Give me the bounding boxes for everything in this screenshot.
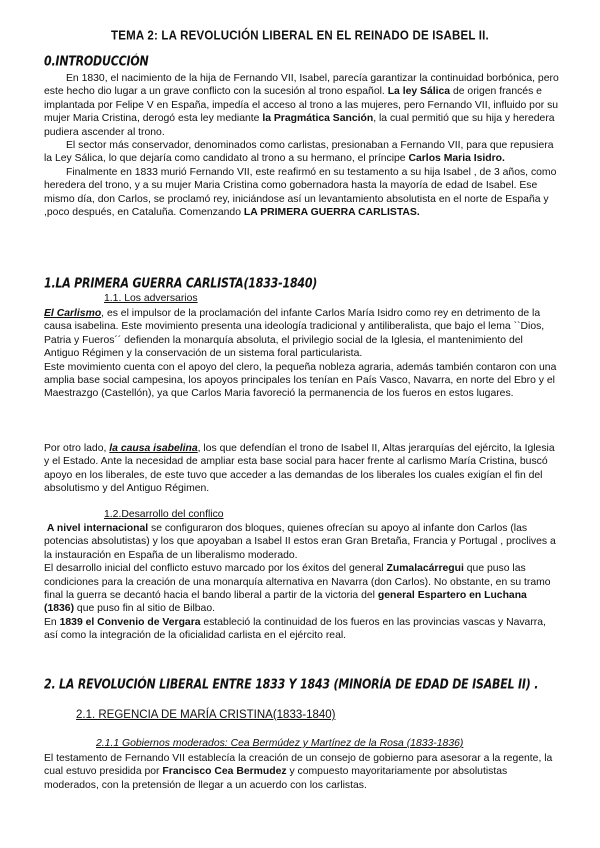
intro-paragraph-2: El sector más conservador, denominados como carlistas, presionaban a Fernando VII, para que repusiera la Ley Sálica, lo que dejaría como candidato al trono a su hermano, el príncipe Carlos Maria Isidro.: [44, 140, 554, 165]
intro-heading: 0.INTRODUCCIÓN: [44, 53, 149, 70]
primera-guerra-term: LA PRIMERA GUERRA CARLISTAS.: [243, 207, 420, 219]
causa-isabelina-term: la causa isabelina: [109, 443, 198, 454]
isabelina-paragraph: Por otro lado, la causa isabelina, los que defendían el trono de Isabel II, Altas jerarquías del ejército, la Iglesia y el Estado. Ante la necesidad de ampliar esta base social para hacer frente al carlismo María Cristina, buscó apoyo en los liberales, de este tuvo que acceder a las demandas de los liberales los cuales exigían el fin del absolutismo y del Antiguo Régimen.: [44, 443, 555, 495]
carlismo-paragraph: El Carlismo, es el impulsor de la proclamación del infante Carlos María Isidro como rey en detrimento de la causa isabelina. Este movimiento presenta una ideología tradicional y antiliberalista, que bajo el lema ``Dios, Patria y Fueros´´ defienden la monarquía absoluta, el privilegio social de la Iglesia, el mantenimiento del Antiguo Régimen y la conservación de un sistema foral particularista.: [44, 308, 545, 360]
convenio-vergara-term: 1839 el Convenio de Vergara: [59, 616, 201, 628]
subsection-1-1-heading: 1.1. Los adversarios: [104, 293, 198, 304]
nivel-internacional-term: A nivel internacional: [46, 523, 149, 534]
regencia-body: [44, 752, 559, 792]
apoyos-paragraph: Este movimiento cuenta con el apoyo del clero, la pequeña nobleza agraria, además también contaron con una amplia base social campesina, los apoyos principales los tenían en País Vasco, Navarra, en norte del Ebro y el Maestrazgo (Castellón), ya que Carlos Maria favoreció la permanencia de los fueros en estos lugares.: [44, 361, 557, 400]
cea-bermudez-term: Francisco Cea Bermudez: [162, 766, 287, 778]
internacional-paragraph: A nivel internacional se configuraron dos bloques, quienes ofrecían su apoyo al infante don Carlos (las potencias absolutistas) y los que apoyaban a Isabel II estos eran Gran Bretaña, Francia y Portugal , proclives a la instauración en España de un liberalismo moderado.: [44, 523, 556, 561]
subsection-2-1-heading: 2.1. REGENCIA DE MARÍA CRISTINA(1833-1840): [76, 709, 336, 721]
testamento-paragraph: El testamento de Fernando VII establecía la creación de un consejo de gobierno para asesorar a la regente, la cual estuvo presidida por Francisco Cea Bermudez y compuesto mayoritariamente por absolutistas moderados, con la pretensión de llegar a un acuerdo con los carlistas.: [44, 753, 553, 791]
section-2-heading: 2. LA REVOLUCIÓN LIBERAL ENTRE 1833 Y 1843 (MINORÍA DE EDAD DE ISABEL II) .: [44, 676, 539, 693]
carlismo-term: El Carlismo: [44, 308, 102, 319]
intro-paragraph-3: Finalmente en 1833 murió Fernando VII, este reafirmó en su testamento a su hija Isabel , de 3 años, como heredera del trono, y a su mujer Maria Cristina como gobernadora hasta la mayoría de edad de Isabel. Ese mismo día, don Carlos, se proclamó rey, iniciándose así un levantamiento absolutista en el norte de España y ,poco después, en Cataluña. Comenzando LA PRIMERA GUERRA CARLISTAS.: [44, 166, 557, 219]
zumalacarregui-term: Zumalacárregui: [386, 563, 464, 575]
adversarios-body: [44, 307, 559, 401]
isabelina-body: [44, 442, 559, 496]
desarrollo-body: [44, 522, 559, 643]
vergara-paragraph: En 1839 el Convenio de Vergara estableció la continuidad de los fueros en las provincias vascas y Navarra, así como la integración de la oficialidad carlista en el ejército real.: [44, 616, 546, 642]
pragmatica-sancion-term: la Pragmática Sanción: [262, 113, 374, 125]
desarrollo-paragraph: El desarrollo inicial del conflicto estuvo marcado por los éxitos del general Zumalacárregui que puso las condiciones para la creación de una monarquía alternativa en Navarra (don Carlos). No obstante, en su tramo final la guerra se decantó hacia el bando liberal a partir de la victoria del general Espartero en Luchana (1836) que puso fin al sitio de Bilbao.: [44, 563, 551, 615]
section-1-heading: 1.LA PRIMERA GUERRA CARLISTA(1833-1840): [44, 275, 318, 292]
espartero-term: general Espartero en Luchana (1836): [44, 590, 527, 615]
intro-paragraph-1: En 1830, el nacimiento de la hija de Fernando VII, Isabel, parecía garantizar la continuidad borbónica, pero este hecho dio lugar a un grave conflicto con la sucesión al trono español. La ley Sálica de origen francés e implantada por Felipe V en España, impedía el acceso al trono a las mujeres, pero Fernando VII, influido por su mujer Maria Cristina, derogó esta ley mediante la Pragmática Sanción, la cual permitió que su hija y heredera pudiera ascender al trono.: [44, 73, 559, 138]
ley-salica-term: La ley Sálica: [387, 86, 451, 98]
carlos-maria-isidro-term: Carlos Maria Isidro.: [408, 153, 505, 165]
subsection-2-1-1-heading: 2.1.1 Gobiernos moderados: Cea Bermúdez y Martínez de la Rosa (1833-1836): [96, 738, 464, 749]
document-title: TEMA 2: LA REVOLUCIÓN LIBERAL EN EL REINADO DE ISABEL II.: [111, 29, 489, 43]
subsection-1-2-heading: 1.2.Desarrollo del conflico: [104, 509, 224, 520]
intro-body: [44, 72, 559, 219]
